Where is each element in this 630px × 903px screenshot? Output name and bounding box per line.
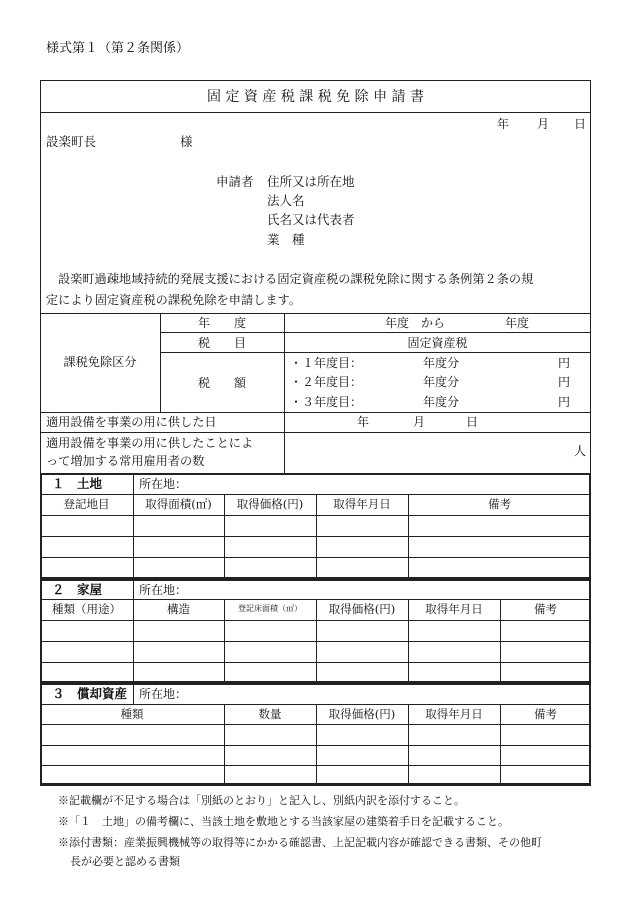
- house-location: 所在地：: [139, 583, 188, 597]
- addressee-name: 設楽町長: [46, 134, 97, 149]
- exemption-row1-line: [160, 332, 591, 333]
- assets-col-header-price: 取得価格(円): [328, 707, 396, 721]
- land-col-header-category: 登記地目: [63, 497, 110, 511]
- note-2: ※「１ 土地」の備考欄に、当該土地を敷地とする当該家屋の建築着手日を記載すること。: [58, 815, 509, 828]
- house-col-header-floor-area: 登記床面積（㎡）: [238, 604, 302, 613]
- year-from: 年度 から: [385, 316, 446, 330]
- year2-label: ・２年度目：: [290, 375, 363, 389]
- exemption-bottom-line: [40, 412, 591, 413]
- assets-col-header-type: 種類: [120, 707, 144, 721]
- year3-yen: 円: [558, 395, 571, 409]
- use-date-month: 月: [413, 415, 426, 429]
- year2-unit: 年度分: [423, 375, 460, 389]
- year-label: 年 度: [197, 316, 246, 330]
- applicant-business: 業 種: [267, 232, 305, 247]
- date-month: 月: [537, 117, 550, 131]
- land-col-header-price: 取得価格(円): [236, 497, 304, 511]
- use-date-day: 日: [466, 415, 479, 429]
- land-location: 所在地：: [139, 477, 188, 491]
- house-col-header-remarks: 備考: [534, 602, 557, 616]
- exemption-top-line: [40, 313, 591, 314]
- land-col-header-remarks: 備考: [488, 497, 511, 511]
- note-3: ※添付書類：産業振興機械等の取得等にかかる確認書、上記記載内容が確認できる書類、その他町: [58, 836, 542, 849]
- assets-col-header-quantity: 数量: [258, 707, 282, 721]
- year3-label: ・３年度目：: [290, 395, 363, 409]
- form-title: 固 定 資 産 税 課 税 免 除 申 請 書: [207, 89, 424, 105]
- house-col-header-structure: 構造: [167, 602, 190, 616]
- date-year: 年: [497, 117, 510, 131]
- year3-unit: 年度分: [423, 395, 460, 409]
- house-col-header-type: 種類（用途）: [52, 602, 121, 616]
- applicant-label: 申請者: [216, 174, 254, 189]
- note-3-continued: 長が必要と認める書類: [70, 855, 180, 868]
- assets-col-header-remarks: 備考: [534, 707, 557, 721]
- form-label: 様式第１（第２条関係）: [46, 41, 190, 56]
- body-text-line1: 設楽町過疎地域持続的発展支援における固定資産税の課税免除に関する条例第２条の規: [58, 272, 534, 286]
- house-col-header-price: 取得価格(円): [328, 602, 396, 616]
- date-day: 日: [574, 117, 587, 131]
- house-heading: ２ 家屋: [52, 582, 103, 597]
- addressee-honorific: 様: [180, 134, 193, 149]
- year1-yen: 円: [558, 356, 571, 370]
- assets-heading-divider: [133, 683, 134, 704]
- land-col-header-date: 取得年月日: [333, 497, 391, 511]
- use-date-year: 年: [357, 415, 370, 429]
- note-1: ※記載欄が不足する場合は「別紙のとおり」と記入し、別紙内訳を添付すること。: [58, 794, 465, 807]
- tax-value: 固定資産税: [407, 336, 468, 350]
- year2-yen: 円: [558, 375, 571, 389]
- year1-unit: 年度分: [423, 356, 460, 370]
- employees-label-line2: って増加する常用雇用者の数: [46, 454, 205, 468]
- year-to: 年度: [505, 316, 530, 330]
- employees-unit: 人: [574, 444, 587, 458]
- tax-label: 税 目: [197, 336, 246, 350]
- assets-col-header-date: 取得年月日: [425, 707, 483, 721]
- applicant-corp: 法人名: [267, 193, 305, 208]
- body-text-line2: 定により固定資産税の課税免除を申請します。: [46, 293, 301, 307]
- land-heading: １ 土地: [52, 476, 103, 491]
- year1-label: ・１年度目：: [290, 356, 363, 370]
- assets-heading: ３ 償却資産: [52, 686, 128, 701]
- employees-label-line1: 適用設備を事業の用に供したことによ: [46, 436, 254, 450]
- applicant-address: 住所又は所在地: [267, 174, 355, 189]
- assets-location: 所在地：: [139, 687, 188, 701]
- land-heading-divider: [133, 473, 134, 494]
- house-col-header-date: 取得年月日: [425, 602, 483, 616]
- house-heading-divider: [133, 579, 134, 599]
- use-date-bottom-line: [40, 432, 591, 433]
- land-col-header-area: 取得面積(㎡): [145, 497, 212, 511]
- use-date-label: 適用設備を事業の用に供した日: [46, 415, 217, 429]
- applicant-name: 氏名又は代表者: [267, 212, 355, 227]
- amount-label: 税 額: [197, 376, 246, 390]
- exemption-label: 課税免除区分: [63, 355, 137, 369]
- title-divider: [40, 112, 591, 113]
- exemption-row2-line: [160, 352, 591, 353]
